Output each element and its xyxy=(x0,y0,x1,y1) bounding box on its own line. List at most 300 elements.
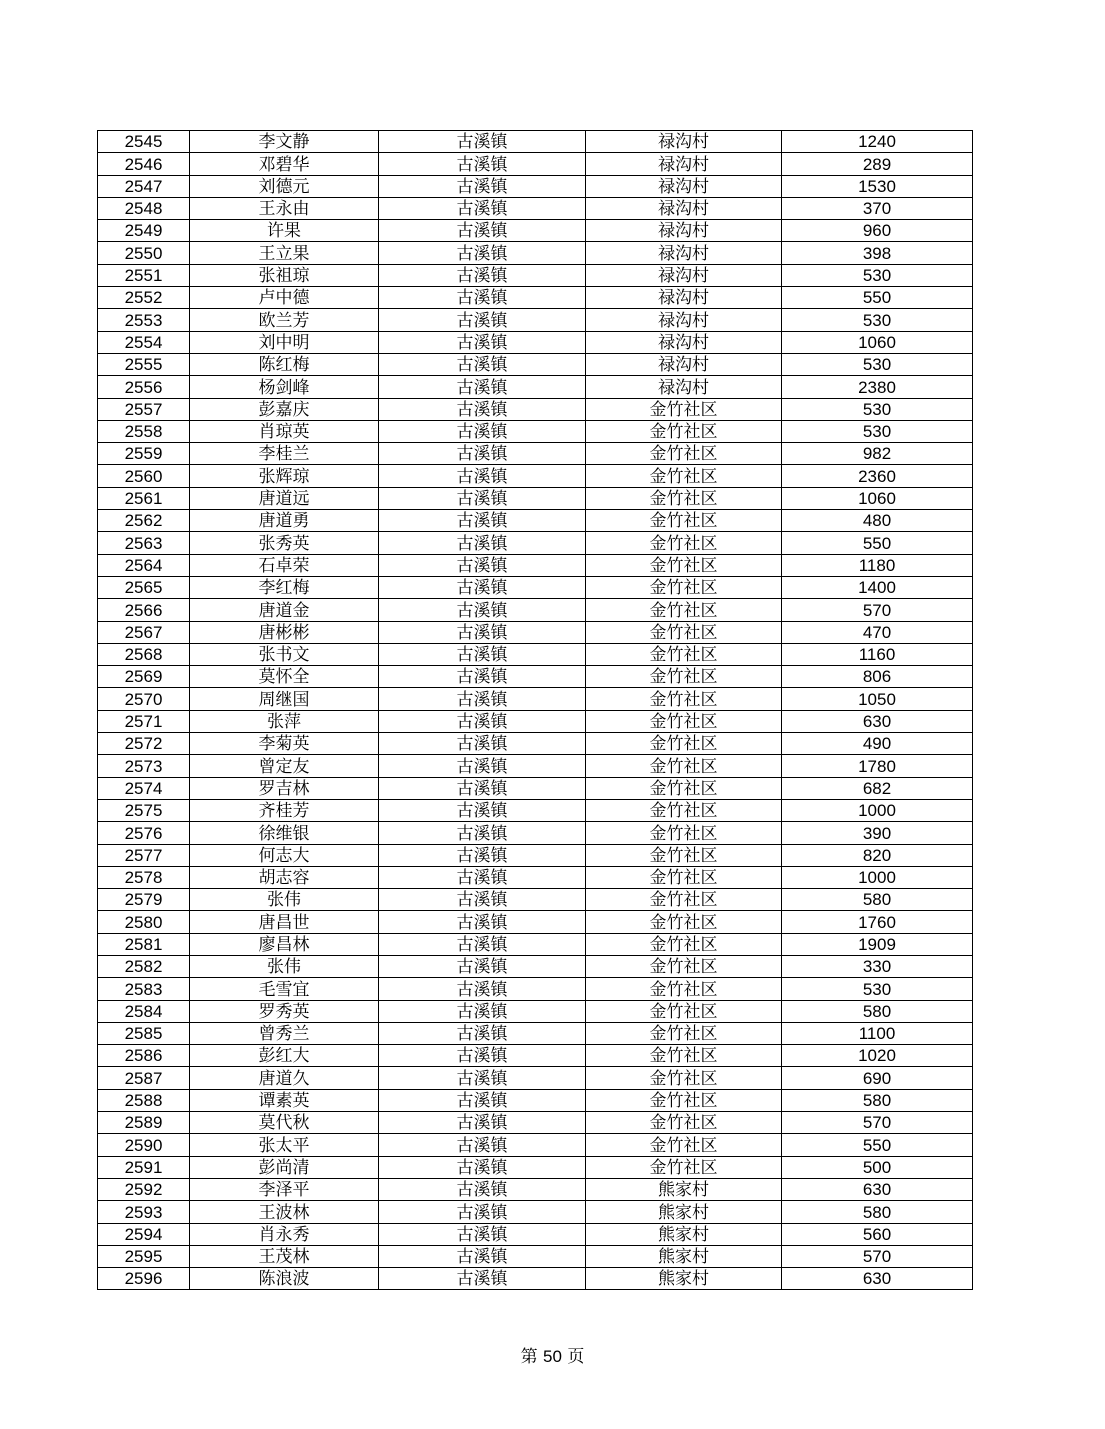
row-number-cell: 2562 xyxy=(98,510,190,532)
name-cell: 许果 xyxy=(190,220,379,242)
name-cell: 陈红梅 xyxy=(190,353,379,375)
table-row xyxy=(98,621,973,643)
village-cell: 金竹社区 xyxy=(586,955,782,977)
name-cell: 莫怀全 xyxy=(190,666,379,688)
village-cell: 禄沟村 xyxy=(586,197,782,219)
amount-cell: 530 xyxy=(782,353,973,375)
name-cell: 曾秀兰 xyxy=(190,1022,379,1044)
town-cell: 古溪镇 xyxy=(379,844,586,866)
amount-cell: 820 xyxy=(782,844,973,866)
village-cell: 金竹社区 xyxy=(586,1089,782,1111)
row-number-cell: 2547 xyxy=(98,175,190,197)
town-cell: 古溪镇 xyxy=(379,866,586,888)
table-row xyxy=(98,643,973,665)
amount-cell: 982 xyxy=(782,443,973,465)
amount-cell: 682 xyxy=(782,777,973,799)
amount-cell: 530 xyxy=(782,264,973,286)
town-cell: 古溪镇 xyxy=(379,1156,586,1178)
village-cell: 金竹社区 xyxy=(586,643,782,665)
row-number-cell: 2593 xyxy=(98,1201,190,1223)
village-cell: 禄沟村 xyxy=(586,175,782,197)
page-number: 50 xyxy=(543,1347,562,1366)
table-row xyxy=(98,799,973,821)
amount-cell: 500 xyxy=(782,1156,973,1178)
row-number-cell: 2577 xyxy=(98,844,190,866)
table-row xyxy=(98,331,973,353)
amount-cell: 580 xyxy=(782,889,973,911)
village-cell: 金竹社区 xyxy=(586,443,782,465)
row-number-cell: 2549 xyxy=(98,220,190,242)
amount-cell: 1530 xyxy=(782,175,973,197)
row-number-cell: 2555 xyxy=(98,353,190,375)
village-cell: 金竹社区 xyxy=(586,1000,782,1022)
name-cell: 唐昌世 xyxy=(190,911,379,933)
amount-cell: 550 xyxy=(782,532,973,554)
row-number-cell: 2576 xyxy=(98,822,190,844)
village-cell: 金竹社区 xyxy=(586,621,782,643)
page-label-prefix: 第 xyxy=(520,1347,538,1367)
town-cell: 古溪镇 xyxy=(379,777,586,799)
village-cell: 熊家村 xyxy=(586,1223,782,1245)
row-number-cell: 2579 xyxy=(98,889,190,911)
amount-cell: 530 xyxy=(782,398,973,420)
town-cell: 古溪镇 xyxy=(379,376,586,398)
row-number-cell: 2594 xyxy=(98,1223,190,1245)
table-row xyxy=(98,1156,973,1178)
table-row xyxy=(98,309,973,331)
village-cell: 熊家村 xyxy=(586,1178,782,1200)
village-cell: 禄沟村 xyxy=(586,131,782,153)
name-cell: 欧兰芳 xyxy=(190,309,379,331)
village-cell: 金竹社区 xyxy=(586,510,782,532)
row-number-cell: 2591 xyxy=(98,1156,190,1178)
table-row xyxy=(98,353,973,375)
page-label-suffix: 页 xyxy=(567,1347,585,1367)
table-row xyxy=(98,1112,973,1134)
table-row xyxy=(98,889,973,911)
row-number-cell: 2552 xyxy=(98,287,190,309)
village-cell: 金竹社区 xyxy=(586,1156,782,1178)
amount-cell: 1050 xyxy=(782,688,973,710)
town-cell: 古溪镇 xyxy=(379,1245,586,1267)
row-number-cell: 2581 xyxy=(98,933,190,955)
town-cell: 古溪镇 xyxy=(379,1089,586,1111)
amount-cell: 630 xyxy=(782,1268,973,1290)
amount-cell: 480 xyxy=(782,510,973,532)
table-row xyxy=(98,599,973,621)
table-row xyxy=(98,777,973,799)
amount-cell: 2360 xyxy=(782,465,973,487)
amount-cell: 490 xyxy=(782,733,973,755)
row-number-cell: 2586 xyxy=(98,1045,190,1067)
name-cell: 张书文 xyxy=(190,643,379,665)
town-cell: 古溪镇 xyxy=(379,889,586,911)
row-number-cell: 2578 xyxy=(98,866,190,888)
name-cell: 王茂林 xyxy=(190,1245,379,1267)
table-row xyxy=(98,443,973,465)
row-number-cell: 2560 xyxy=(98,465,190,487)
town-cell: 古溪镇 xyxy=(379,1000,586,1022)
village-cell: 金竹社区 xyxy=(586,532,782,554)
row-number-cell: 2556 xyxy=(98,376,190,398)
town-cell: 古溪镇 xyxy=(379,1223,586,1245)
row-number-cell: 2565 xyxy=(98,576,190,598)
row-number-cell: 2546 xyxy=(98,153,190,175)
name-cell: 廖昌林 xyxy=(190,933,379,955)
row-number-cell: 2584 xyxy=(98,1000,190,1022)
village-cell: 禄沟村 xyxy=(586,309,782,331)
village-cell: 金竹社区 xyxy=(586,420,782,442)
village-cell: 金竹社区 xyxy=(586,822,782,844)
amount-cell: 570 xyxy=(782,599,973,621)
row-number-cell: 2596 xyxy=(98,1268,190,1290)
table-row xyxy=(98,1000,973,1022)
amount-cell: 960 xyxy=(782,220,973,242)
name-cell: 罗吉林 xyxy=(190,777,379,799)
row-number-cell: 2592 xyxy=(98,1178,190,1200)
amount-cell: 806 xyxy=(782,666,973,688)
village-cell: 金竹社区 xyxy=(586,978,782,1000)
amount-cell: 370 xyxy=(782,197,973,219)
name-cell: 陈浪波 xyxy=(190,1268,379,1290)
amount-cell: 1240 xyxy=(782,131,973,153)
table-row xyxy=(98,1067,973,1089)
table-row xyxy=(98,153,973,175)
town-cell: 古溪镇 xyxy=(379,175,586,197)
name-cell: 唐彬彬 xyxy=(190,621,379,643)
row-number-cell: 2559 xyxy=(98,443,190,465)
name-cell: 彭嘉庆 xyxy=(190,398,379,420)
table-row xyxy=(98,866,973,888)
table-row xyxy=(98,197,973,219)
table-row xyxy=(98,175,973,197)
name-cell: 李菊英 xyxy=(190,733,379,755)
table-row xyxy=(98,532,973,554)
amount-cell: 289 xyxy=(782,153,973,175)
village-cell: 禄沟村 xyxy=(586,264,782,286)
name-cell: 齐桂芳 xyxy=(190,799,379,821)
row-number-cell: 2580 xyxy=(98,911,190,933)
name-cell: 毛雪宜 xyxy=(190,978,379,1000)
town-cell: 古溪镇 xyxy=(379,242,586,264)
row-number-cell: 2551 xyxy=(98,264,190,286)
village-cell: 金竹社区 xyxy=(586,576,782,598)
amount-cell: 630 xyxy=(782,1178,973,1200)
amount-cell: 630 xyxy=(782,710,973,732)
town-cell: 古溪镇 xyxy=(379,933,586,955)
name-cell: 徐维银 xyxy=(190,822,379,844)
row-number-cell: 2550 xyxy=(98,242,190,264)
village-cell: 禄沟村 xyxy=(586,287,782,309)
town-cell: 古溪镇 xyxy=(379,153,586,175)
amount-cell: 580 xyxy=(782,1089,973,1111)
data-table xyxy=(97,130,973,1290)
row-number-cell: 2567 xyxy=(98,621,190,643)
town-cell: 古溪镇 xyxy=(379,621,586,643)
name-cell: 石卓荣 xyxy=(190,554,379,576)
village-cell: 金竹社区 xyxy=(586,777,782,799)
row-number-cell: 2585 xyxy=(98,1022,190,1044)
row-number-cell: 2564 xyxy=(98,554,190,576)
name-cell: 罗秀英 xyxy=(190,1000,379,1022)
town-cell: 古溪镇 xyxy=(379,1134,586,1156)
village-cell: 金竹社区 xyxy=(586,799,782,821)
village-cell: 金竹社区 xyxy=(586,710,782,732)
town-cell: 古溪镇 xyxy=(379,510,586,532)
row-number-cell: 2573 xyxy=(98,755,190,777)
table-row xyxy=(98,844,973,866)
row-number-cell: 2587 xyxy=(98,1067,190,1089)
amount-cell: 530 xyxy=(782,420,973,442)
amount-cell: 1180 xyxy=(782,554,973,576)
table-row xyxy=(98,264,973,286)
table-row xyxy=(98,1022,973,1044)
name-cell: 张辉琼 xyxy=(190,465,379,487)
table-row xyxy=(98,1178,973,1200)
town-cell: 古溪镇 xyxy=(379,264,586,286)
town-cell: 古溪镇 xyxy=(379,978,586,1000)
town-cell: 古溪镇 xyxy=(379,643,586,665)
amount-cell: 390 xyxy=(782,822,973,844)
village-cell: 禄沟村 xyxy=(586,220,782,242)
row-number-cell: 2557 xyxy=(98,398,190,420)
town-cell: 古溪镇 xyxy=(379,532,586,554)
row-number-cell: 2572 xyxy=(98,733,190,755)
town-cell: 古溪镇 xyxy=(379,822,586,844)
amount-cell: 550 xyxy=(782,1134,973,1156)
amount-cell: 1060 xyxy=(782,331,973,353)
table-row xyxy=(98,1134,973,1156)
village-cell: 金竹社区 xyxy=(586,889,782,911)
amount-cell: 1780 xyxy=(782,755,973,777)
table-row xyxy=(98,666,973,688)
amount-cell: 570 xyxy=(782,1245,973,1267)
amount-cell: 560 xyxy=(782,1223,973,1245)
amount-cell: 570 xyxy=(782,1112,973,1134)
name-cell: 王立果 xyxy=(190,242,379,264)
town-cell: 古溪镇 xyxy=(379,1178,586,1200)
name-cell: 肖永秀 xyxy=(190,1223,379,1245)
village-cell: 禄沟村 xyxy=(586,242,782,264)
row-number-cell: 2554 xyxy=(98,331,190,353)
amount-cell: 1000 xyxy=(782,799,973,821)
table-row xyxy=(98,1045,973,1067)
town-cell: 古溪镇 xyxy=(379,710,586,732)
amount-cell: 470 xyxy=(782,621,973,643)
table-row xyxy=(98,978,973,1000)
amount-cell: 530 xyxy=(782,309,973,331)
name-cell: 李桂兰 xyxy=(190,443,379,465)
table-row xyxy=(98,822,973,844)
row-number-cell: 2561 xyxy=(98,487,190,509)
table-row xyxy=(98,420,973,442)
town-cell: 古溪镇 xyxy=(379,554,586,576)
amount-cell: 580 xyxy=(782,1000,973,1022)
town-cell: 古溪镇 xyxy=(379,465,586,487)
name-cell: 唐道久 xyxy=(190,1067,379,1089)
name-cell: 张伟 xyxy=(190,889,379,911)
table-row xyxy=(98,911,973,933)
town-cell: 古溪镇 xyxy=(379,331,586,353)
amount-cell: 1909 xyxy=(782,933,973,955)
amount-cell: 530 xyxy=(782,978,973,1000)
name-cell: 张太平 xyxy=(190,1134,379,1156)
village-cell: 金竹社区 xyxy=(586,487,782,509)
name-cell: 何志大 xyxy=(190,844,379,866)
amount-cell: 1160 xyxy=(782,643,973,665)
town-cell: 古溪镇 xyxy=(379,287,586,309)
village-cell: 禄沟村 xyxy=(586,331,782,353)
amount-cell: 1400 xyxy=(782,576,973,598)
row-number-cell: 2583 xyxy=(98,978,190,1000)
village-cell: 金竹社区 xyxy=(586,933,782,955)
name-cell: 邓碧华 xyxy=(190,153,379,175)
table-row xyxy=(98,376,973,398)
village-cell: 金竹社区 xyxy=(586,599,782,621)
row-number-cell: 2569 xyxy=(98,666,190,688)
table-row xyxy=(98,1201,973,1223)
table-row xyxy=(98,398,973,420)
name-cell: 刘中明 xyxy=(190,331,379,353)
village-cell: 金竹社区 xyxy=(586,666,782,688)
village-cell: 金竹社区 xyxy=(586,554,782,576)
table-body xyxy=(98,131,973,1290)
town-cell: 古溪镇 xyxy=(379,955,586,977)
town-cell: 古溪镇 xyxy=(379,443,586,465)
amount-cell: 1020 xyxy=(782,1045,973,1067)
name-cell: 谭素英 xyxy=(190,1089,379,1111)
village-cell: 金竹社区 xyxy=(586,1134,782,1156)
table-row xyxy=(98,933,973,955)
name-cell: 王永由 xyxy=(190,197,379,219)
village-cell: 金竹社区 xyxy=(586,1022,782,1044)
village-cell: 熊家村 xyxy=(586,1245,782,1267)
village-cell: 金竹社区 xyxy=(586,1112,782,1134)
village-cell: 金竹社区 xyxy=(586,465,782,487)
village-cell: 熊家村 xyxy=(586,1201,782,1223)
row-number-cell: 2553 xyxy=(98,309,190,331)
table-row xyxy=(98,1245,973,1267)
town-cell: 古溪镇 xyxy=(379,755,586,777)
town-cell: 古溪镇 xyxy=(379,197,586,219)
town-cell: 古溪镇 xyxy=(379,1201,586,1223)
amount-cell: 398 xyxy=(782,242,973,264)
name-cell: 周继国 xyxy=(190,688,379,710)
name-cell: 肖琼英 xyxy=(190,420,379,442)
table-row xyxy=(98,465,973,487)
row-number-cell: 2589 xyxy=(98,1112,190,1134)
row-number-cell: 2582 xyxy=(98,955,190,977)
name-cell: 张伟 xyxy=(190,955,379,977)
name-cell: 曾定友 xyxy=(190,755,379,777)
name-cell: 胡志容 xyxy=(190,866,379,888)
name-cell: 莫代秋 xyxy=(190,1112,379,1134)
table-row xyxy=(98,510,973,532)
town-cell: 古溪镇 xyxy=(379,487,586,509)
table-row xyxy=(98,131,973,153)
name-cell: 王波林 xyxy=(190,1201,379,1223)
table-row xyxy=(98,755,973,777)
town-cell: 古溪镇 xyxy=(379,1112,586,1134)
name-cell: 杨剑峰 xyxy=(190,376,379,398)
table-row xyxy=(98,710,973,732)
name-cell: 李泽平 xyxy=(190,1178,379,1200)
table-row xyxy=(98,688,973,710)
amount-cell: 1000 xyxy=(782,866,973,888)
name-cell: 卢中德 xyxy=(190,287,379,309)
town-cell: 古溪镇 xyxy=(379,1022,586,1044)
name-cell: 唐道金 xyxy=(190,599,379,621)
row-number-cell: 2570 xyxy=(98,688,190,710)
row-number-cell: 2571 xyxy=(98,710,190,732)
row-number-cell: 2575 xyxy=(98,799,190,821)
name-cell: 张秀英 xyxy=(190,532,379,554)
name-cell: 刘德元 xyxy=(190,175,379,197)
name-cell: 彭红大 xyxy=(190,1045,379,1067)
amount-cell: 330 xyxy=(782,955,973,977)
name-cell: 唐道远 xyxy=(190,487,379,509)
village-cell: 熊家村 xyxy=(586,1268,782,1290)
table-row xyxy=(98,220,973,242)
village-cell: 金竹社区 xyxy=(586,688,782,710)
row-number-cell: 2595 xyxy=(98,1245,190,1267)
amount-cell: 1100 xyxy=(782,1022,973,1044)
town-cell: 古溪镇 xyxy=(379,398,586,420)
table-row xyxy=(98,955,973,977)
table-row xyxy=(98,1268,973,1290)
town-cell: 古溪镇 xyxy=(379,666,586,688)
town-cell: 古溪镇 xyxy=(379,220,586,242)
amount-cell: 2380 xyxy=(782,376,973,398)
table-row xyxy=(98,487,973,509)
village-cell: 金竹社区 xyxy=(586,755,782,777)
village-cell: 金竹社区 xyxy=(586,1067,782,1089)
town-cell: 古溪镇 xyxy=(379,1045,586,1067)
town-cell: 古溪镇 xyxy=(379,420,586,442)
amount-cell: 580 xyxy=(782,1201,973,1223)
name-cell: 唐道勇 xyxy=(190,510,379,532)
table-row xyxy=(98,733,973,755)
name-cell: 李文静 xyxy=(190,131,379,153)
table-row xyxy=(98,554,973,576)
village-cell: 禄沟村 xyxy=(586,353,782,375)
row-number-cell: 2545 xyxy=(98,131,190,153)
town-cell: 古溪镇 xyxy=(379,599,586,621)
village-cell: 金竹社区 xyxy=(586,733,782,755)
table-row xyxy=(98,1223,973,1245)
name-cell: 张祖琼 xyxy=(190,264,379,286)
town-cell: 古溪镇 xyxy=(379,576,586,598)
amount-cell: 550 xyxy=(782,287,973,309)
town-cell: 古溪镇 xyxy=(379,1067,586,1089)
town-cell: 古溪镇 xyxy=(379,799,586,821)
row-number-cell: 2588 xyxy=(98,1089,190,1111)
village-cell: 金竹社区 xyxy=(586,398,782,420)
table-row xyxy=(98,242,973,264)
town-cell: 古溪镇 xyxy=(379,131,586,153)
village-cell: 金竹社区 xyxy=(586,866,782,888)
name-cell: 张萍 xyxy=(190,710,379,732)
town-cell: 古溪镇 xyxy=(379,688,586,710)
amount-cell: 690 xyxy=(782,1067,973,1089)
town-cell: 古溪镇 xyxy=(379,911,586,933)
town-cell: 古溪镇 xyxy=(379,733,586,755)
row-number-cell: 2548 xyxy=(98,197,190,219)
village-cell: 禄沟村 xyxy=(586,376,782,398)
village-cell: 金竹社区 xyxy=(586,844,782,866)
town-cell: 古溪镇 xyxy=(379,1268,586,1290)
row-number-cell: 2563 xyxy=(98,532,190,554)
